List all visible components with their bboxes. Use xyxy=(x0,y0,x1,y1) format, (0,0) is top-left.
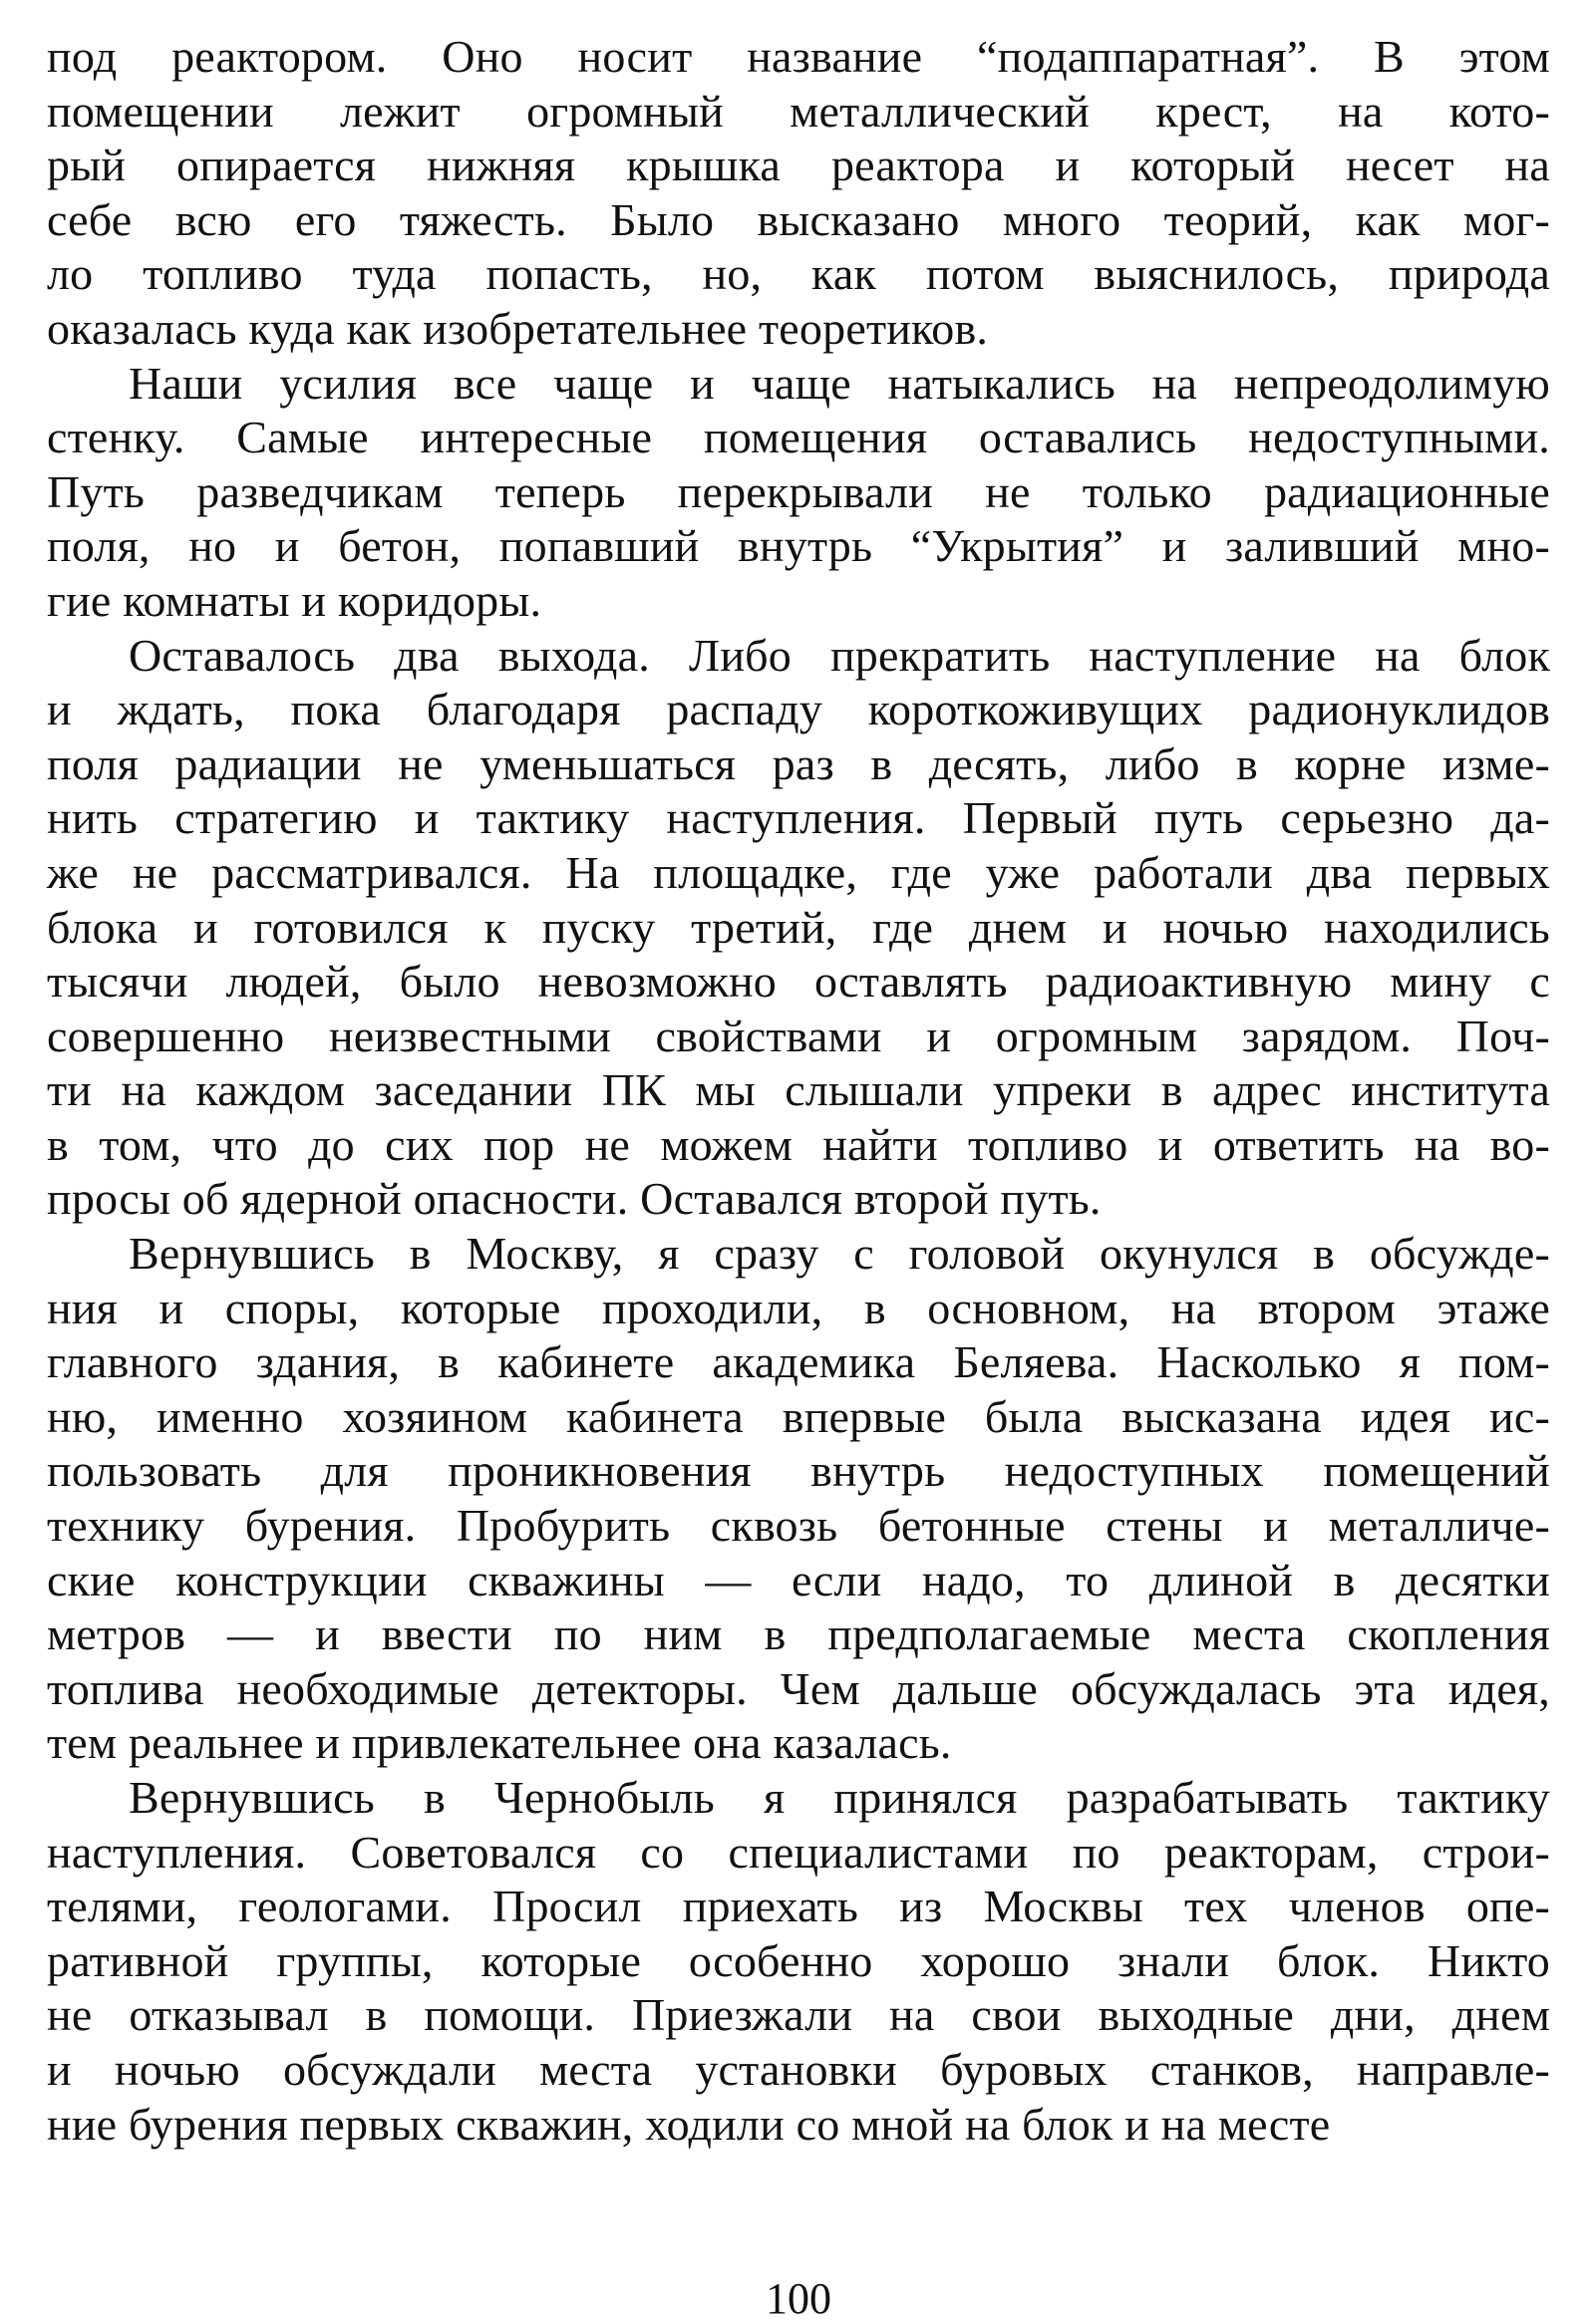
paragraph xyxy=(47,30,1550,357)
paragraph xyxy=(47,629,1550,1228)
text-line: же не рассматривался. На площадке, где уже работали два первых xyxy=(47,846,1550,898)
text-line: Наши усилия все чаще и чаще натыкались на непреодолимую xyxy=(129,357,1550,409)
text-line: пользовать для проникновения внутрь недоступных помещений xyxy=(47,1445,1550,1497)
text-line: блока и готовился к пуску третий, где днем и ночью находились xyxy=(47,901,1550,953)
text-line: совершенно неизвестными свойствами и огромным зарядом. Поч- xyxy=(47,1010,1550,1061)
text-line: тем реальнее и привлекательнее она казалась. xyxy=(47,1717,952,1769)
text-line: нить стратегию и тактику наступления. Первый путь серьезно да- xyxy=(47,792,1550,844)
text-line: метров — и ввести по ним в предполагаемые места скопления xyxy=(47,1608,1550,1660)
text-line: поля, но и бетон, попавший внутрь “Укрытия” и заливший мно- xyxy=(47,520,1550,572)
text-line: технику бурения. Пробурить сквозь бетонные стены и металличе- xyxy=(47,1500,1550,1552)
text-line: в том, что до сих пор не можем найти топливо и ответить на во- xyxy=(47,1118,1550,1170)
text-line: гие комнаты и коридоры. xyxy=(47,574,542,626)
text-line: ние бурения первых скважин, ходили со мной на блок и на месте xyxy=(47,2098,1331,2150)
text-line: ния и споры, которые проходили, в основном, на втором этаже xyxy=(47,1282,1550,1333)
text-line: помещении лежит огромный металлический крест, на кото- xyxy=(47,85,1550,137)
text-line: наступления. Советовался со специалистами по реакторам, строи- xyxy=(47,1826,1550,1878)
paragraph xyxy=(47,1227,1550,1771)
text-line: просы об ядерной опасности. Оставался второй путь. xyxy=(47,1173,1102,1225)
text-line: Вернувшись в Москву, я сразу с головой окунулся в обсужде- xyxy=(129,1228,1550,1280)
text-line: телями, геологами. Просил приехать из Москвы тех членов опе- xyxy=(47,1881,1550,1932)
text-line: себе всю его тяжесть. Было высказано много теорий, как мог- xyxy=(47,193,1550,245)
text-line: не отказывал в помощи. Приезжали на свои выходные дни, днем xyxy=(47,1989,1550,2041)
text-line: топлива необходимые детекторы. Чем дальше обсуждалась эта идея, xyxy=(47,1662,1550,1714)
text-line: ню, именно хозяином кабинета впервые была высказана идея ис- xyxy=(47,1390,1550,1442)
text-line: и ночью обсуждали места установки буровых станков, направле- xyxy=(47,2043,1550,2095)
paragraph xyxy=(47,357,1550,629)
text-line: и ждать, пока благодаря распаду короткоживущих радионуклидов xyxy=(47,684,1550,735)
text-line: главного здания, в кабинете академика Беляева. Насколько я пом- xyxy=(47,1336,1550,1388)
text-line: под реактором. Оно носит название “подаппаратная”. В этом xyxy=(47,31,1550,82)
text-line: ти на каждом заседании ПК мы слышали упреки в адрес института xyxy=(47,1064,1550,1116)
paragraph xyxy=(47,1771,1550,2152)
text-line: Путь разведчикам теперь перекрывали не только радиационные xyxy=(47,465,1550,517)
text-line: тысячи людей, было невозможно оставлять радиоактивную мину с xyxy=(47,956,1550,1008)
text-line: ративной группы, которые особенно хорошо знали блок. Никто xyxy=(47,1934,1550,1986)
text-line: Оставалось два выхода. Либо прекратить наступление на блок xyxy=(129,629,1550,681)
text-line: стенку. Самые интересные помещения оставались недоступными. xyxy=(47,412,1550,463)
text-line: рый опирается нижняя крышка реактора и который несет на xyxy=(47,140,1550,191)
text-line: ские конструкции скважины — если надо, то длиной в десятки xyxy=(47,1554,1550,1605)
text-line: Вернувшись в Чернобыль я принялся разрабатывать тактику xyxy=(129,1772,1550,1823)
text-line: оказалась куда как изобретательнее теоретиков. xyxy=(47,302,989,354)
body-text xyxy=(47,30,1550,2152)
book-page xyxy=(47,30,1550,2323)
text-line: поля радиации не уменьшаться раз в десять, либо в корне изме- xyxy=(47,737,1550,789)
page-number: 100 xyxy=(766,2274,831,2323)
text-line: ло топливо туда попасть, но, как потом выяснилось, природа xyxy=(47,248,1550,300)
